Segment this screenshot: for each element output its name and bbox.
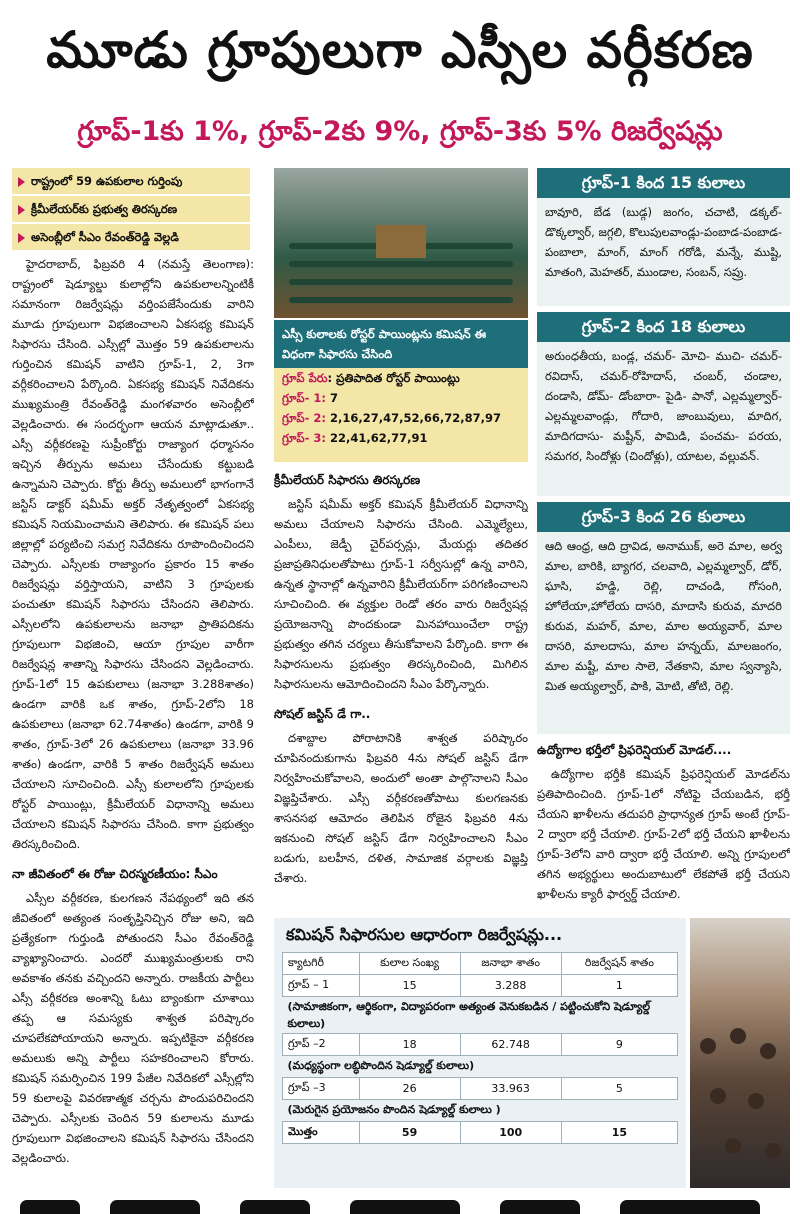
triangle-bullet-icon bbox=[18, 205, 25, 215]
headline: మూడు గ్రూపులుగా ఎస్సీల వర్గీకరణ bbox=[46, 21, 754, 79]
group-title: గ్రూప్-2 కింద 18 కులాలు bbox=[537, 312, 790, 342]
subheading: నా జీవితంలో ఈ రోజు చిరస్మరణీయం: సీఎం bbox=[12, 867, 218, 881]
column-header: క్యాటగిరీ bbox=[283, 953, 360, 975]
table-note-row: (మధ్యస్థంగా లబ్ధిపొందిన షెడ్యూల్డ్ కులాలు) bbox=[283, 1056, 678, 1078]
table-header-row bbox=[283, 953, 678, 975]
group-2-box bbox=[537, 312, 790, 496]
table-note-row: (సామాజికంగా, ఆర్థికంగా, విద్యాపరంగా అత్యంత వెనుకబడిన / పట్టించుకోని షెడ్యూల్డ్ కులాలు) bbox=[283, 997, 678, 1034]
assembly-photo bbox=[274, 168, 528, 318]
next-headline-cropped bbox=[0, 1190, 800, 1214]
table-row: గ్రూప్ –3 26 33.963 5 bbox=[283, 1078, 678, 1100]
subheading: ఉద్యోగాల భర్తీలో ప్రిఫరెన్షియల్ మోడల్.... bbox=[537, 743, 732, 757]
subheading: సోషల్ జస్టిస్ డే గా.. bbox=[274, 707, 371, 721]
article-column-1 bbox=[12, 254, 254, 1188]
roster-row: గ్రూప్- 3: 22,41,62,77,91 bbox=[282, 431, 428, 445]
highlight-item: రాష్ట్రంలో 59 ఉపకులాల గుర్తింపు bbox=[12, 168, 250, 196]
roster-row: గ్రూప్- 1: 7 bbox=[282, 391, 338, 405]
paragraph: దశాబ్దాల పోరాటానికి శాశ్వత పరిష్కారం చూపినందుకుగాను ఫిబ్రవరి 4ను సోషల్ జస్టిస్ డేగా నిర్వహించుకోవాలని, అందులో అంతా పాల్గొనాలని సీఎం విజ్ఞప్తిచేశారు. ఎస్సీ వర్గీకరణతోపాటు కులగణనకు శాసనసభ ఆమోదం తెలిపిన రోజైన ఫిబ్రవరి 4ను ఇకనుంచి సోషల్ జస్టిస్ డేగా నిర్వహించాలని సీఎం బడుగు, బలహీన, దళిత, సామాజిక వర్గాలకు విజ్ఞప్తి చేశారు. bbox=[274, 731, 528, 885]
reservation-table bbox=[282, 952, 678, 1144]
table-total-row: మొత్తం 59 100 15 bbox=[283, 1122, 678, 1144]
column-header: రిజర్వేషన్ శాతం bbox=[561, 953, 677, 975]
paragraph: హైదరాబాద్, ఫిబ్రవరి 4 (నమస్తే తెలంగాణ): రాష్ట్రంలో షెడ్యూల్డు కులాల్లోని ఉపకులాలన్నింటికీ సమానంగా రిజర్వేషన్లు వర్తింపజేసేందుకు వారిని మూడు గ్రూపులుగా విభజించాలని ఏకసభ్య కమిషన్ సిఫారసు చేసింది. ఎస్సీల్లో మొత్తం 59 ఉపకులాలను గుర్తించిన కమిషన్ వాటిని గ్రూప్-1, 2, 3గా వర్గీకరించాలని పేర్కొంది. ఏకసభ్య కమిషన్ నివేదికను ముఖ్యమంత్రి రేవంత్‌రెడ్డి మంగళవారం అసెంబ్లీలో వెల్లడించారు. ఈ సందర్భంగా ఆయన మాట్లాడుతూ.. ఎస్సీ వర్గీకరణపై సుప్రీంకోర్టు రాజ్యాంగ ధర్మాసనం ఇచ్చిన తీర్పును అమలు చేసేందుకు కట్టుబడి ఉన్నామని చెప్పారు. కోర్టు తీర్పు అమలులో భాగంగానే జస్టిస్ డాక్టర్ షమీమ్ అక్తర్ నేతృత్వంలో ఏకసభ్య కమిషన్ నియమించామని తెలిపారు. ఈ కమిషన్ పలు జిల్లాల్లో పర్యటించి సమగ్ర నివేదికను రూపొందించిందని చెప్పారు. ఎస్సీలకు రాజ్యాంగం ప్రకారం 15 శాతం రిజర్వేషన్లు వర్తిస్తాయని, వాటిని 3 గ్రూపులకు పంచుతూ కమిషన్ సిఫారసు చేసిందని తెలిపారు. ఎస్సీలలోని ఉపకులాలను జనాభా ప్రాతిపదికను గ్రూపులుగా విభజించి, ఆయా గ్రూపుల వారీగా రిజర్వేషన్ల శాతాన్ని సిఫారసు చేసిందని వెల్లడించారు. గ్రూప్-1లో 15 ఉపకులాలు (జనాభా 3.288శాతం) ఉండగా వారికి ఒక శాతం, గ్రూప్-2లోని 18 ఉపకులాలు (జనాభా 62.74శాతం) ఉండగా, వారికి 9 శాతం, గ్రూప్-3లో 26 ఉపకులాలు (జనాభా 33.96 శాతం) ఉండగా, వారికి 5 శాతం రిజర్వేషన్ అమలు చేయాలని సూచించింది. ఎస్సీ కులాలలోని గ్రూపులకు రోస్టర్ పాయింట్లు, క్రీమీలేయర్ విధానాన్ని అమలు చేయాలని కమిషన్ సిఫారసు చేసింది. కాగా ప్రభుత్వం తిరస్కరించింది. bbox=[12, 257, 254, 851]
group-castes: ఆది ఆంధ్ర, ఆది ద్రావిడ, అనాముక్, అరె మాల, అర్వ మాల, బారికి, బ్యాగర, చలవాది, ఎల్లమ్మల్వార్, డోర్, ఘాసి, హడ్డి, రెల్లి, దాచండి, గోసంగి, హోలేయా,హోలేయ దాసరి, మాదాసి కురువ, మాదరి కురువ, మహర్, మాల, మాల అయ్యవార్, మాల దాసరి, మాలదాసు, మాల హన్నయ్, మాలజంగం, మాల మష్టీ, మాల సాలె, నేతకాని, మాల స్వన్యాసి, మిత అయ్యల్వార్, పాకి, మోటి, తోటి, రెల్లి. bbox=[545, 539, 782, 693]
highlight-item: అసెంబ్లీలో సీఎం రేవంత్‌రెడ్డి వెల్లడి bbox=[12, 224, 250, 252]
column-header: కులాల సంఖ్య bbox=[359, 953, 460, 975]
paragraph: ఎస్సీల వర్గీకరణ, కులగణన నేపథ్యంలో ఇది తన జీవితంలో అత్యంత సంతృప్తినిచ్చిన రోజు అని, ఇది ప్రత్యేకంగా గుర్తుండి పోతుందని సీఎం రేవంత్‌రెడ్డి వ్యాఖ్యానించారు. ఎందరో ముఖ్యమంత్రులకు రాని అవకాశం తనకు వచ్చిందని అన్నారు. రాజకీయ పార్టీలు ఎస్సీ వర్గీకరణ అంశాన్ని ఓటు బ్యాంకుగా చూశాయి తప్ప ఆ సమస్యకు శాశ్వత పరిష్కారం చూపలేకపోయాయని అన్నారు. ఇప్పటికైనా వర్గీకరణ అమలుకు అన్ని పార్టీలు సహకరించాలని కోరారు. కమిషన్ సమర్పించిన 199 పేజీల నివేదికలో ఎస్సీల్లోని 59 కులాలపై వివరణాత్మక చర్చను పొందుపరిచిందని చెప్పారు. ఎస్సీలకు చెందిన 59 కులాలను మూడు గ్రూపులుగా విభజించాలని కమిషన్ సిఫారసు చేసిందని వెల్లడించారు. bbox=[12, 891, 254, 1165]
group-3-box bbox=[537, 502, 790, 734]
triangle-bullet-icon bbox=[18, 233, 25, 243]
group-castes: అరుంధతీయ, బండ్ల, చమర్- మోచి- ముచి- చమర్-రవిదాస్, చమర్-రోహిదాస్, చంబర్, చండాల, దండాసి, డోమ్- డోంబారా- పైడి- పానో, ఎల్లమ్మల్వార్- ఎల్లమ్మలవాండ్లు, గోదారి, జాంబువులు, మాదిగ, మాదిగదాసు- మష్టీన్, పామిడి, పంచమ- పరయ, సమగర, సిందోళ్లు (చిందోళ్లు), యాటల, వల్లువన్. bbox=[545, 349, 782, 463]
group-castes: బావూరి, బేడ (బుడ్గ) జంగం, చచాటి, డక్కల్- డొక్కల్వార్, జగ్గలి, కొలుపులవాండ్లు-పంబాడ-పంబాడ-పంబాలా, మాంగ్, మాంగ్ గరోడి, మన్నే, ముష్టి, మాతంగి, మెహతర్, ముండాల, సంబన్, సప్రు. bbox=[545, 205, 782, 279]
reservation-table-box bbox=[274, 918, 686, 1188]
highlights-box bbox=[12, 168, 250, 252]
roster-title: ఎస్సీ కులాలకు రోస్టర్ పాయింట్లను కమిషన్ ఈ విధంగా సిఫారసు చేసింది bbox=[274, 320, 528, 368]
roster-row: గ్రూప్- 2: 2,16,27,47,52,66,72,87,97 bbox=[282, 411, 501, 425]
article-column-3 bbox=[537, 740, 790, 912]
group-title: గ్రూప్-1 కింద 15 కులాలు bbox=[537, 168, 790, 198]
subheadline: గ్రూప్-1కు 1%, గ్రూప్-2కు 9%, గ్రూప్-3కు 5% రిజర్వేషన్లు bbox=[77, 116, 723, 147]
group-1-box bbox=[537, 168, 790, 306]
triangle-bullet-icon bbox=[18, 177, 25, 187]
subheading: క్రీమీలేయర్ సిఫారసు తిరస్కరణ bbox=[274, 473, 421, 487]
paragraph: జస్టిస్ షమీమ్ అక్తర్ కమిషన్ క్రీమీలేయర్ విధానాన్ని అమలు చేయాలని సిఫారసు చేసింది. ఎమ్మెల్యేలు, ఎంపీలు, జెడ్పీ చైర్‌పర్సన్లు, మేయర్లు తదితర ప్రజాప్రతినిధులతోపాటు గ్రూప్-1 సర్వీసుల్లో ఉన్న వారిని, ఉన్నత స్థానాల్లో ఉన్నవారిని క్రీమీలేయర్‌గా పరిగణించాలని సూచించింది. ఈ వ్యక్తుల రెండో తరం వారు రిజర్వేషన్ల ప్రయోజనాన్ని పొందకుండా మినహాయించేలా రాష్ట్ర ప్రభుత్వం తగిన చర్యలు తీసుకోవాలని పేర్కొంది. కాగా ఈ సిఫారసులను ప్రభుత్వం తిరస్కరించింది, మిగిలిన సిఫారసులను ఆమోదించిందని సీఎం పేర్కొన్నారు. bbox=[274, 497, 528, 691]
table-row: గ్రూప్ – 1 15 3.288 1 bbox=[283, 975, 678, 997]
roster-box bbox=[274, 320, 528, 462]
roster-header: గ్రూప్ పేరు: ప్రతిపాదిత రోస్టర్ పాయింట్లు bbox=[282, 371, 460, 385]
table-note-row: (మెరుగైన ప్రయోజనం పొందిన షెడ్యూల్డ్ కులాలు ) bbox=[283, 1100, 678, 1122]
table-title: కమిషన్ సిఫారసుల ఆధారంగా రిజర్వేషన్లు... bbox=[286, 925, 563, 944]
group-title: గ్రూప్-3 కింద 26 కులాలు bbox=[537, 502, 790, 532]
column-header: జనాభా శాతం bbox=[460, 953, 561, 975]
highlight-item: క్రీమీలేయర్‌కు ప్రభుత్వ తిరస్కరణ bbox=[12, 196, 250, 224]
paragraph: ఉద్యోగాల భర్తీకి కమిషన్ ప్రిఫరెన్షియల్ మోడల్‌ను ప్రతిపాదించింది. గ్రూప్-1లో నోటిఫై చేయబడిన, భర్తీ చేయని ఖాళీలను తదుపరి ప్రాధాన్యత గ్రూప్ అంటే గ్రూప్- 2 ద్వారా భర్తీ చేయాలి. గ్రూప్-2లో భర్తీ చేయని ఖాళీలను గ్రూప్-3లోని వారి ద్వారా భర్తీ చేయాలి. అన్ని గ్రూపులలో తగిన అభ్యర్థులు అందుబాటులో లేకపోతే భర్తీ చేయని ఖాళీలను క్యారీ ఫార్వర్డ్ చేయాలి. bbox=[537, 767, 790, 901]
table-row: గ్రూప్ –2 18 62.748 9 bbox=[283, 1034, 678, 1056]
article-column-2 bbox=[274, 470, 528, 910]
crowd-photo bbox=[690, 918, 790, 1188]
